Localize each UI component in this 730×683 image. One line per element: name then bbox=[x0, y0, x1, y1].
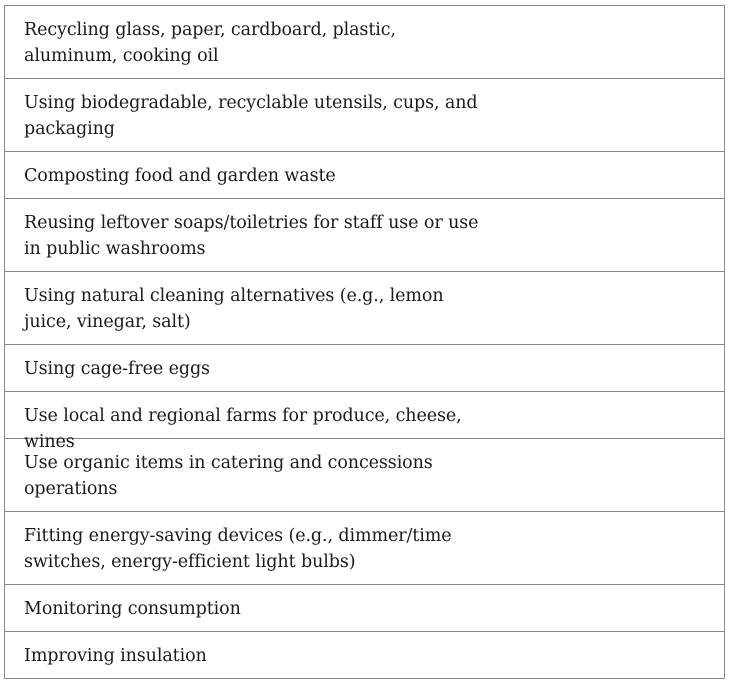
table-cell: Monitoring consumption bbox=[24, 599, 241, 619]
table-row bbox=[5, 345, 724, 392]
table-cell: Reusing leftover soaps/toiletries for staff use or use in public washrooms bbox=[24, 213, 479, 259]
table-row bbox=[5, 6, 724, 79]
table-cell: Using cage-free eggs bbox=[24, 359, 210, 379]
table-row bbox=[5, 585, 724, 632]
table-row bbox=[5, 439, 724, 512]
table-cell: Using biodegradable, recyclable utensils, cups, and packaging bbox=[24, 93, 478, 139]
practices-table bbox=[4, 5, 725, 679]
table-row bbox=[5, 272, 724, 345]
table-cell: Use local and regional farms for produce, cheese, wines bbox=[24, 406, 462, 452]
table-cell: Using natural cleaning alternatives (e.g., lemon juice, vinegar, salt) bbox=[24, 286, 444, 332]
table-row bbox=[5, 392, 724, 452]
table-row bbox=[5, 79, 724, 152]
table-cell: Improving insulation bbox=[24, 646, 207, 666]
table-cell: Use organic items in catering and concessions operations bbox=[24, 453, 433, 499]
table-row bbox=[5, 512, 724, 585]
table-cell: Fitting energy-saving devices (e.g., dimmer/time switches, energy-efficient light bulbs) bbox=[24, 526, 452, 572]
table-row bbox=[5, 152, 724, 199]
table-cell: Recycling glass, paper, cardboard, plastic, aluminum, cooking oil bbox=[24, 20, 396, 66]
table-row bbox=[5, 632, 724, 678]
table-row bbox=[5, 199, 724, 272]
table-cell: Composting food and garden waste bbox=[24, 166, 336, 186]
